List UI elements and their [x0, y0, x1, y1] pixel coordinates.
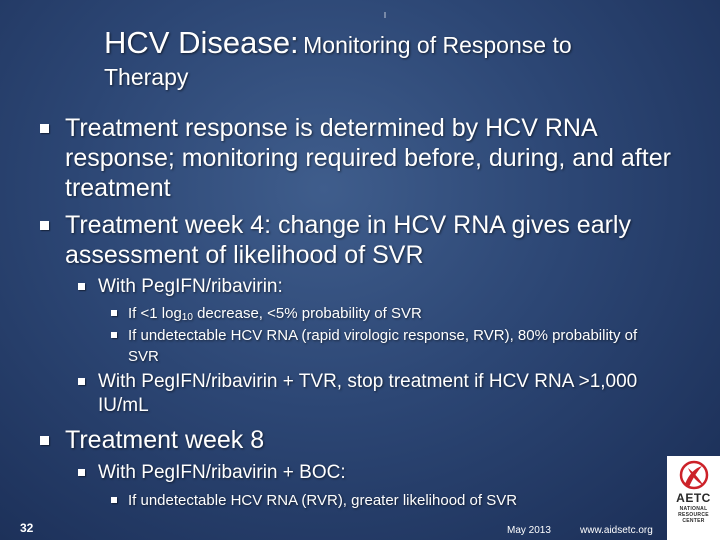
footer-date: May 2013 — [507, 525, 551, 536]
title-main: HCV Disease: — [104, 25, 299, 60]
sub-bullet-text: With PegIFN/ribavirin: — [98, 276, 283, 297]
bullet-text: Treatment week 4: change in HCV RNA gives early assessment of likelihood of SVR — [65, 211, 631, 269]
bullet-item — [40, 210, 710, 270]
title-line2: Therapy — [104, 63, 189, 90]
sub-bullet-item — [78, 275, 678, 299]
sub-sub-bullet-text: If undetectable HCV RNA (rapid virologic response, RVR), 80% probability of SVR — [128, 327, 638, 365]
bullet-text: Treatment response is determined by HCV RNA response; monitoring required before, during, and after treatment — [65, 114, 671, 202]
bullet-square-icon — [78, 469, 85, 476]
sub-bullet-text: With PegIFN/ribavirin + TVR, stop treatment if HCV RNA >1,000 IU/mL — [98, 371, 638, 416]
page-number: 32 — [20, 521, 34, 535]
bullet-square-icon — [78, 378, 85, 385]
bullet-item — [40, 425, 640, 455]
sub-sub-bullet-text: If undetectable HCV RNA (RVR), greater likelihood of SVR — [128, 492, 518, 509]
slide-title — [104, 24, 704, 92]
bullet-square-icon — [40, 124, 49, 133]
logo-tagline: NATIONAL RESOURCE CENTER — [678, 506, 709, 524]
sub-sub-bullet-item — [111, 325, 671, 367]
sub-bullet-text: With PegIFN/ribavirin + BOC: — [98, 462, 346, 483]
bullet-square-icon — [111, 332, 117, 338]
title-subtitle: Monitoring of Response to — [303, 32, 572, 58]
sub-sub-bullet-text: If <1 $\log_{10}$ decrease, <5% probability of SVR — [128, 305, 422, 323]
bullet-square-icon — [111, 310, 117, 316]
sub-sub-bullet-item — [111, 490, 651, 511]
bullet-square-icon — [78, 283, 85, 290]
bullet-square-icon — [40, 436, 49, 445]
bullet-item — [40, 113, 705, 203]
bullet-square-icon — [40, 221, 49, 230]
bullet-text: Treatment week 8 — [65, 426, 265, 454]
decorative-mark — [384, 12, 386, 18]
footer-url: www.aidsetc.org — [580, 525, 653, 536]
sub-bullet-item — [78, 461, 638, 485]
sub-bullet-item — [78, 370, 678, 418]
logo-name: AETC — [676, 491, 711, 505]
bullet-square-icon — [111, 497, 117, 503]
ribbon-logo-icon — [675, 460, 713, 490]
aetc-logo — [667, 456, 720, 540]
